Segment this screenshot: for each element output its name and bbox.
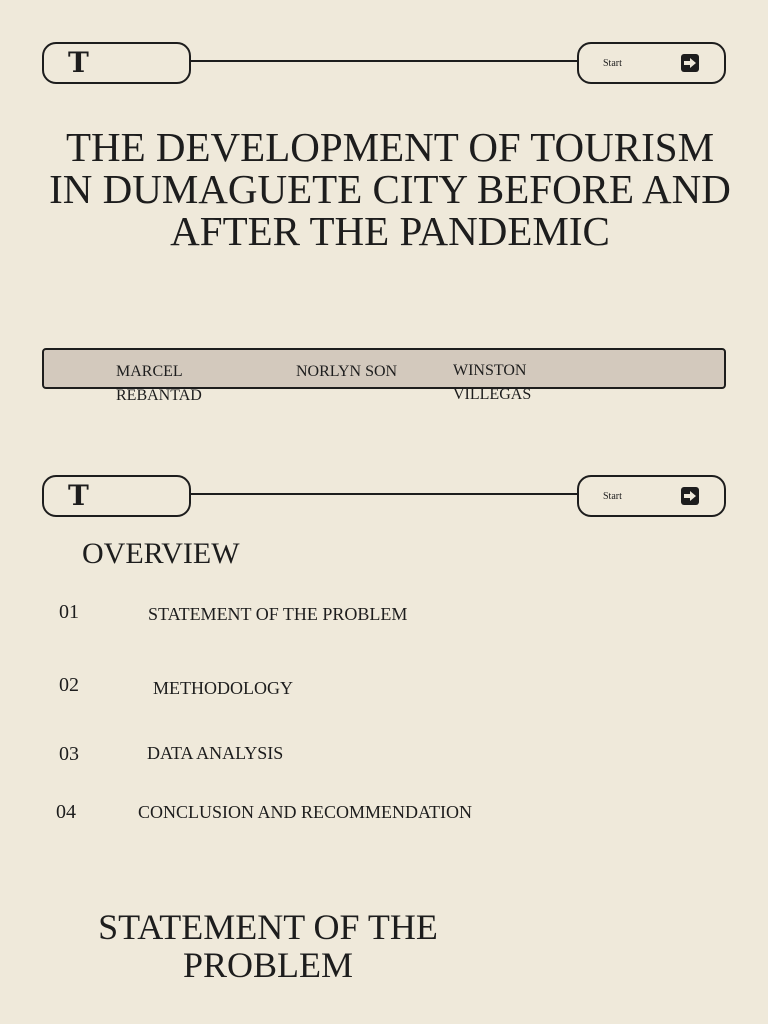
t-logo-icon: T [68, 479, 89, 512]
author-2 [296, 360, 436, 384]
title-line-2: IN DUMAGUETE CITY BEFORE AND [49, 166, 731, 212]
overview-item-label-3[interactable]: DATA ANALYSIS [147, 743, 284, 763]
overview-item-number-2: 02 [59, 674, 79, 696]
author-3-first: WINSTON [453, 362, 527, 379]
logo-pill-2[interactable] [42, 475, 191, 517]
title-line-3: AFTER THE PANDEMIC [170, 208, 610, 254]
header-divider-line [188, 60, 580, 62]
logo-pill[interactable] [42, 42, 191, 84]
document-title [30, 126, 750, 252]
start-label: Start [603, 58, 622, 69]
author-1-last: REBANTAD [116, 387, 202, 404]
start-button[interactable] [577, 42, 726, 84]
start-label-2: Start [603, 491, 622, 502]
t-logo-icon: T [68, 46, 89, 79]
author-1-first: MARCEL [116, 363, 183, 380]
arrow-right-icon [681, 54, 699, 72]
author-2-name: NORLYN SON [296, 363, 398, 380]
overview-item-label-4[interactable]: CONCLUSION AND RECOMMENDATION [138, 802, 473, 822]
arrow-right-icon [681, 487, 699, 505]
overview-heading: OVERVIEW [82, 537, 240, 570]
overview-item-number-4: 04 [56, 801, 76, 823]
start-button-2[interactable] [577, 475, 726, 517]
section-heading-line-1: STATEMENT OF THE [98, 907, 438, 947]
author-3-last: VILLEGAS [453, 386, 532, 403]
author-1 [116, 360, 226, 408]
overview-item-label-1[interactable]: STATEMENT OF THE PROBLEM [148, 604, 408, 624]
author-3 [453, 359, 563, 407]
overview-item-label-2[interactable]: METHODOLOGY [153, 678, 293, 698]
section-heading [68, 908, 468, 984]
section-heading-line-2: PROBLEM [182, 945, 354, 985]
title-line-1: THE DEVELOPMENT OF TOURISM [65, 124, 715, 170]
overview-item-number-3: 03 [59, 743, 79, 765]
header-divider-line-2 [188, 493, 580, 495]
overview-item-number-1: 01 [59, 601, 79, 623]
